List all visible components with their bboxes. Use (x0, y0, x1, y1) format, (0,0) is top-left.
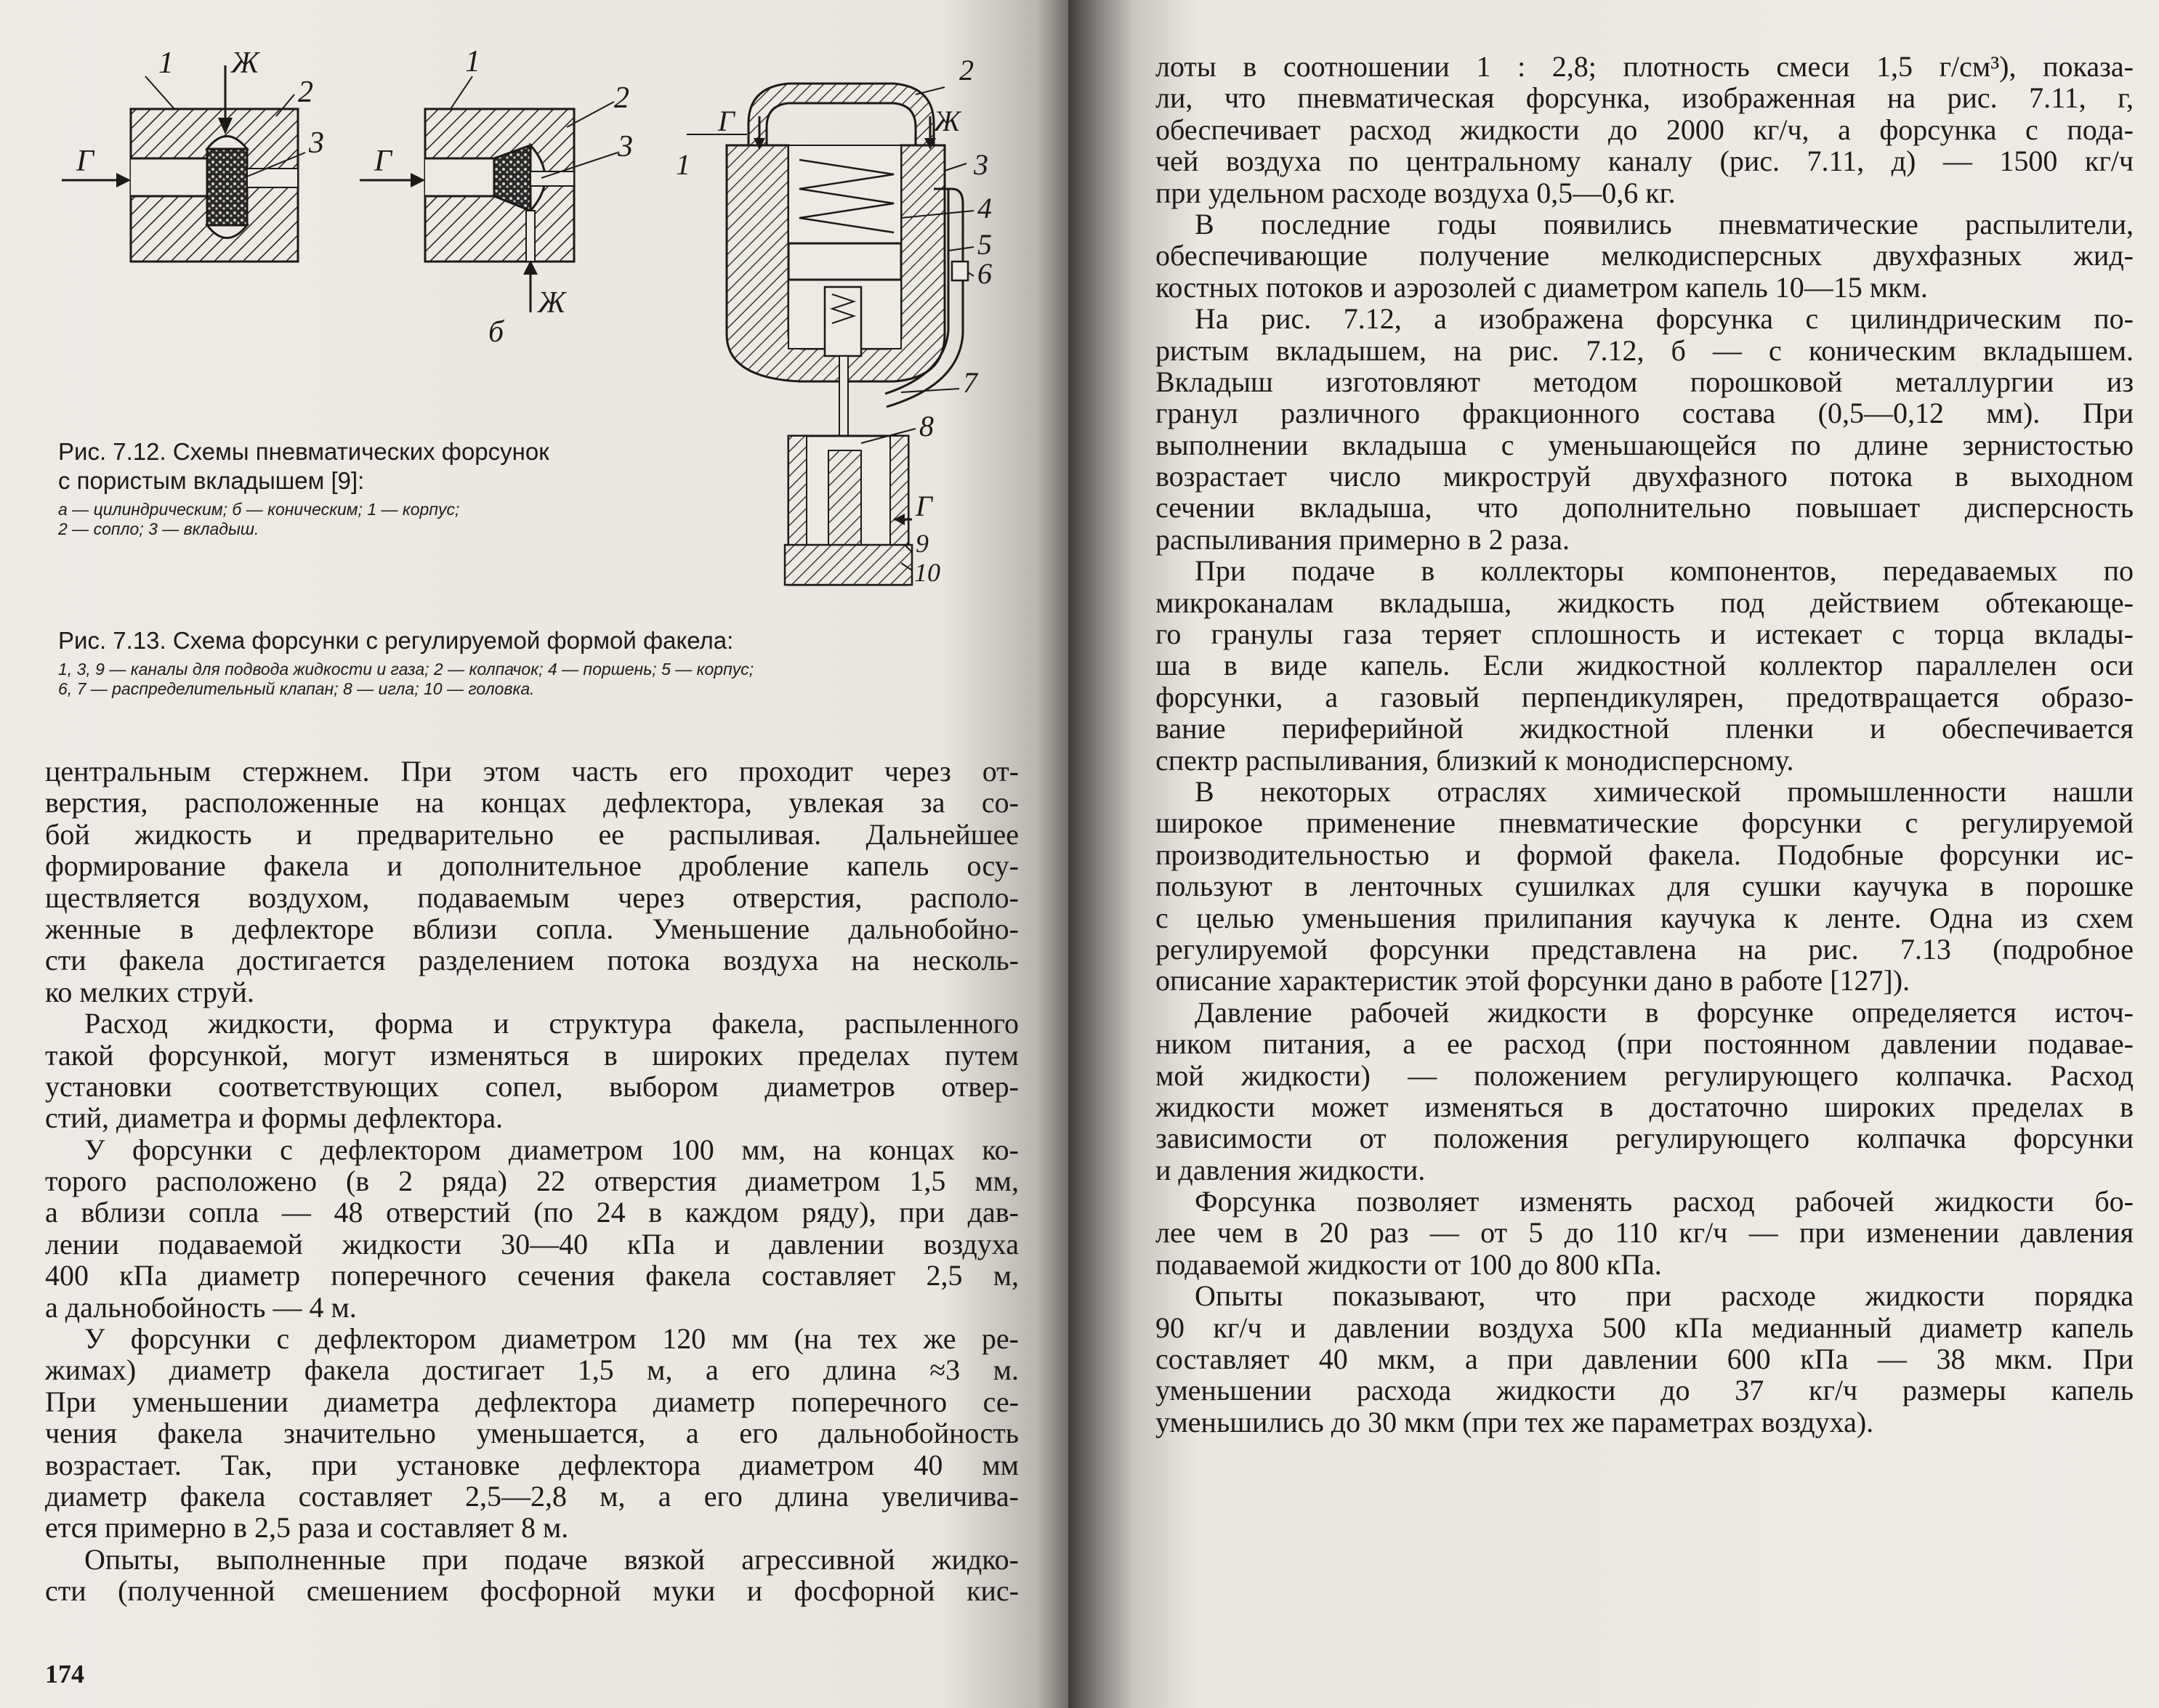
text-line: а вблизи сопла — 48 отверстий (по 24 в каждом ряду), при дав- (45, 1196, 1019, 1229)
label-b-letter: б (488, 315, 504, 349)
text-line: чения факела значительно уменьшается, а его дальнобойность (45, 1417, 1019, 1450)
text-line: При подаче в коллекторы компонентов, передаваемых по (1195, 554, 2134, 588)
label-g-a: Г (76, 145, 94, 178)
text-line: выполнении вкладыша с уменьшающейся по длине зернистостью (1155, 428, 2134, 461)
figure-7-12-b (360, 45, 633, 349)
text-line: Вкладыш изготовляют методом порошковой металлургии из (1155, 365, 2134, 398)
label-zh-a: Ж (231, 46, 259, 80)
label-13-7: 7 (963, 366, 977, 399)
text-line: ется примерно в 2,5 раза и составляет 8 м. (45, 1511, 569, 1545)
text-line: сти факела достигается разделением потока воздуха на несколь- (45, 944, 1019, 977)
text-line: чей воздуха по центральному каналу (рис. 7.11, д) — 1500 кг/ч (1155, 145, 2134, 178)
text-line: возрастает число микроструй двухфазного потока в выходном (1155, 460, 2134, 493)
text-line: лении подаваемой жидкости 30—40 кПа и давлении воздуха (45, 1227, 1019, 1260)
text-line: ществляется воздухом, подаваемым через отверстия, располо- (45, 881, 1019, 914)
text-line: при удельном расходе воздуха 0,5—0,6 кг. (1155, 176, 1676, 209)
text-line: формирование факела и дополнительное дробление капель осу- (45, 849, 1019, 883)
label-g-b: Г (374, 145, 392, 178)
text-line: 90 кг/ч и давлении воздуха 500 кПа медианный диаметр капель (1155, 1311, 2134, 1344)
page-number: 174 (45, 1659, 84, 1688)
left-page (0, 0, 1068, 1708)
figure-7-12-caption-title: Рис. 7.12. Схемы пневматических форсунок с пористым вкладышем [9]: (58, 438, 549, 494)
figure-7-13 (654, 44, 1017, 596)
text-line: ли, что пневматическая форсунка, изображенная на рис. 7.11, г, (1155, 81, 2134, 115)
text-line: В последние годы появились пневматические распылители, (1195, 207, 2134, 240)
left-body-text (45, 756, 1019, 1607)
text-line: Форсунка позволяет изменять расход рабочей жидкости бо- (1195, 1185, 2134, 1218)
text-line: центральным стержнем. При этом часть его проходит через от- (45, 755, 1019, 788)
text-line: с целью уменьшения прилипания каучука к ленте. Одна из схем (1155, 901, 2134, 934)
text-line: гранул различного фракционного состава (0,5—0,12 мм). При (1155, 397, 2134, 430)
text-line: а дальнобойность — 4 м. (45, 1290, 357, 1324)
text-line: зависимости от положения регулирующего колпачка форсунки (1155, 1122, 2134, 1155)
text-line: и давления жидкости. (1155, 1153, 1426, 1186)
label-1-b: 1 (465, 45, 480, 78)
text-line: мой жидкости) — положением регулирующего колпачка. Расход (1155, 1059, 2134, 1092)
text-line: женные в дефлекторе вблизи сопла. Уменьшение дальнобойно- (45, 912, 1019, 945)
text-line: Опыты показывают, что при расходе жидкости порядка (1195, 1279, 2134, 1313)
text-line: торого расположено (в 2 ряда) 22 отверстия диаметром 1,5 мм, (45, 1165, 1019, 1198)
figure-7-12-a (62, 46, 324, 262)
text-line: На рис. 7.12, а изображена форсунка с цилиндрическим по- (1195, 302, 2134, 336)
text-line: В некоторых отраслях химической промышленности нашли (1195, 774, 2134, 808)
text-line: возрастает. Так, при установке дефлектора диаметром 40 мм (45, 1448, 1019, 1481)
text-line: стий, диаметра и формы дефлектора. (45, 1101, 504, 1135)
label-2-b: 2 (614, 81, 629, 115)
text-line: ристым вкладышем, на рис. 7.12, б — с коническим вкладышем. (1155, 333, 2134, 367)
text-line: лоты в соотношении 1 : 2,8; плотность смеси 1,5 г/см³), показа- (1155, 50, 2134, 83)
text-line: такой форсункой, могут изменяться в широких пределах путем (45, 1038, 1019, 1072)
figure-7-12-caption-legend: а — цилиндрическим; б — коническим; 1 — корпус; 2 — сопло; 3 — вкладыш. (58, 500, 460, 538)
text-line: сти (полученной смешением фосфорной муки и фосфорной кис- (45, 1574, 1019, 1608)
text-line: ником питания, а ее расход (при постоянном давлении подавае- (1155, 1027, 2134, 1061)
label-13-g-top: Г (718, 105, 735, 137)
text-line: жимах) диаметр факела достигает 1,5 м, а его длина ≈3 м. (45, 1353, 1019, 1387)
text-line: ко мелких струй. (45, 975, 254, 1008)
label-2-a: 2 (298, 76, 313, 109)
text-line: уменьшились до 30 мкм (при тех же параметрах воздуха). (1155, 1405, 1874, 1438)
text-line: Опыты, выполненные при подаче вязкой агрессивной жидко- (84, 1542, 1019, 1576)
label-13-5: 5 (977, 228, 992, 261)
text-line: бой жидкость и предварительно ее распыливая. Дальнейшее (45, 817, 1019, 851)
text-line: спектр распыливания, близкий к монодисперсному. (1155, 743, 1794, 777)
text-line: лее чем в 20 раз — от 5 до 110 кг/ч — при изменении давления (1155, 1216, 2134, 1250)
text-line: обеспечивающие получение мелкодисперсных двухфазных жид- (1155, 239, 2134, 272)
label-1-a: 1 (158, 46, 174, 80)
label-13-9: 9 (916, 529, 929, 558)
label-13-2: 2 (959, 54, 974, 86)
label-13-4: 4 (977, 192, 992, 224)
text-line: составляет 40 мкм, а при давлении 600 кПа — 38 мкм. При (1155, 1343, 2134, 1376)
text-line: подаваемой жидкости от 100 до 800 кПа. (1155, 1247, 1662, 1281)
text-line: костных потоков и аэрозолей с диаметром капель 10—15 мкм. (1155, 270, 1928, 304)
figure-7-13-caption-legend: 1, 3, 9 — каналы для подвода жидкости и газа; 2 — колпачок; 4 — поршень; 5 — корпус; 6, 7 — распределительный клапан; 8 — игла; 10 — головка. (58, 660, 754, 698)
label-13-6: 6 (977, 257, 992, 290)
figure-7-12 (0, 0, 654, 378)
label-3-a: 3 (309, 126, 324, 160)
text-line: установки соответствующих сопел, выбором диаметров отвер- (45, 1069, 1019, 1103)
text-line: обеспечивает расход жидкости до 2000 кг/ч, а форсунка с пода- (1155, 113, 2134, 146)
label-13-1: 1 (676, 148, 690, 181)
text-line: производительностью и формой факела. Подобные форсунки ис- (1155, 838, 2134, 871)
text-line: диаметр факела составляет 2,5—2,8 м, а его длина увеличива- (45, 1479, 1019, 1513)
text-line: сечении вкладыша, что дополнительно повышает дисперсность (1155, 491, 2134, 525)
text-line: верстия, расположенные на концах дефлектора, увлекая за со- (45, 786, 1019, 819)
text-line: У форсунки с дефлектором диаметром 100 мм, на концах ко- (84, 1133, 1019, 1166)
figure-7-13-caption-title: Рис. 7.13. Схема форсунки с регулируемой формой факела: (58, 627, 734, 654)
text-line: 400 кПа диаметр поперечного сечения факела составляет 2,5 м, (45, 1259, 1019, 1292)
text-line: микроканалам вкладыша, жидкость под действием обтекающе- (1155, 586, 2134, 619)
right-body-text (1155, 51, 2134, 1438)
text-line: пользуют в ленточных сушилках для сушки каучука в порошке (1155, 870, 2134, 903)
text-line: Давление рабочей жидкости в форсунке определяется источ- (1195, 995, 2134, 1029)
label-13-8: 8 (919, 410, 934, 442)
text-line: регулируемой форсунки представлена на рис. 7.13 (подробное (1155, 932, 2134, 966)
text-line: описание характеристик этой форсунки дано в работе [127]). (1155, 964, 1910, 997)
text-line: ша в виде капель. Если жидкостной коллектор параллелен оси (1155, 649, 2134, 682)
text-line: жидкости может изменяться в достаточно широких пределах в (1155, 1090, 2134, 1123)
text-line: У форсунки с дефлектором диаметром 120 мм (на тех же ре- (84, 1322, 1019, 1356)
label-13-zh-top: Ж (934, 105, 961, 137)
text-line: уменьшении расхода жидкости до 37 кг/ч размеры капель (1155, 1374, 2134, 1407)
label-zh-b: Ж (538, 286, 566, 320)
label-13-10: 10 (914, 558, 940, 587)
text-line: широкое применение пневматические форсунки с регулируемой (1155, 806, 2134, 840)
text-line: го гранулы газа теряет сплошность и истекает с торца вклады- (1155, 618, 2134, 651)
label-3-b: 3 (618, 130, 633, 163)
label-13-3: 3 (974, 148, 988, 181)
text-line: При уменьшении диаметра дефлектора диаметр поперечного се- (45, 1385, 1019, 1418)
text-line: Расход жидкости, форма и структура факела, распыленного (84, 1007, 1019, 1040)
label-13-g-bottom: Г (916, 490, 932, 522)
text-line: вание периферийной жидкостной пленки и обеспечивается (1155, 712, 2134, 745)
text-line: форсунки, а газовый перпендикулярен, предотвращается образо- (1155, 680, 2134, 713)
right-page (1068, 0, 2159, 1708)
text-line: распыливания примерно в 2 раза. (1155, 522, 1570, 556)
